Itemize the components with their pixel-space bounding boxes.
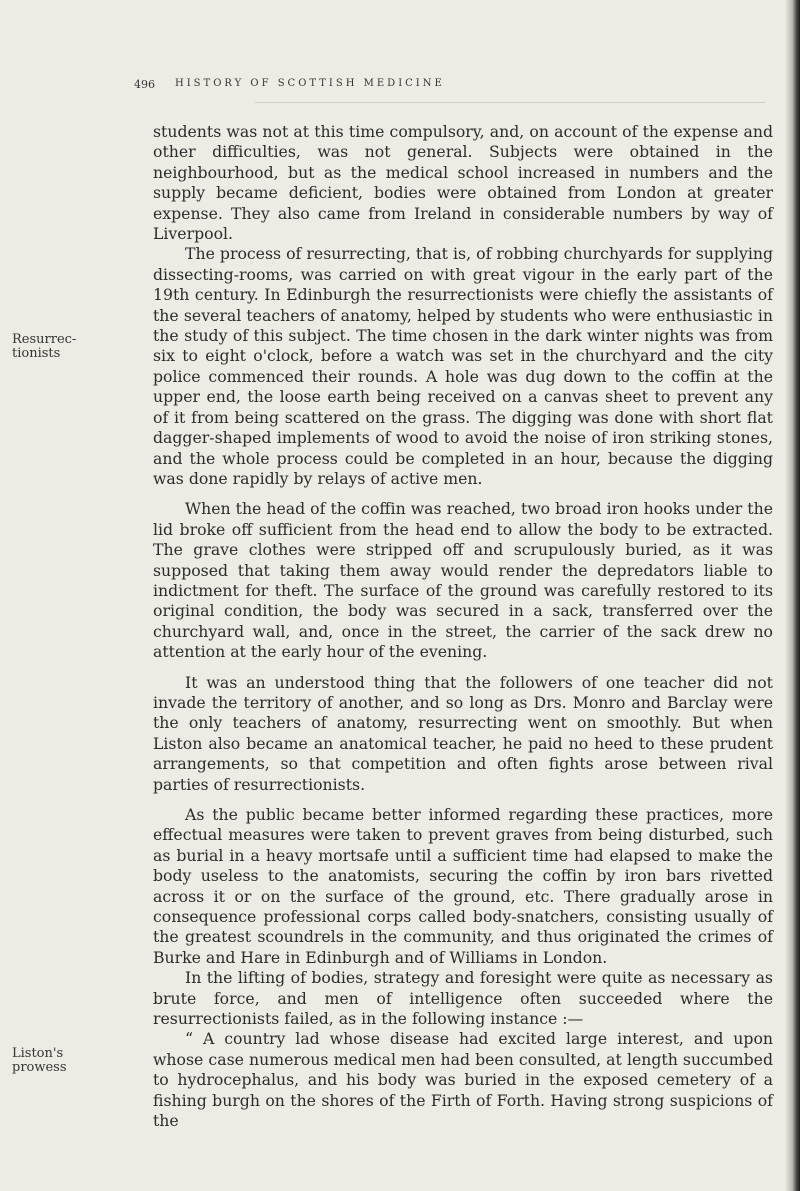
- margin-note-line: Resurrec-: [12, 332, 77, 347]
- header-rule: [255, 102, 765, 103]
- page-number: 496: [134, 78, 155, 91]
- page-edge-shadow: [786, 0, 800, 1191]
- body-text: [153, 122, 773, 1132]
- paragraph: As the public became better informed regarding these practices, more effectual measures were taken to prevent graves from being disturbed, such as burial in a heavy mortsafe until a sufficient time had elapsed to make the body useless to the anatomists, securing the coffin by iron bars rivetted across it or on the surface of the ground, etc. There gradually arose in consequence professional corps called body-snatchers, consisting usually of the greatest scoundrels in the community, and thus originated the crimes of Burke and Hare in Edinburgh and of Williams in London.: [153, 805, 773, 967]
- paragraph: When the head of the coffin was reached, two broad iron hooks under the lid broke off sufficient from the head end to allow the body to be extracted. The grave clothes were stripped off and scrupulously buried, as it was supposed that taking them away would render the depredators liable to indictment for theft. The surface of the ground was carefully restored to its original condition, the body was secured in a sack, transferred over the churchyard wall, and, once in the street, the carrier of the sack drew no attention at the early hour of the evening.: [153, 499, 773, 662]
- paragraph: In the lifting of bodies, strategy and foresight were quite as necessary as brute force, and men of intelligence often succeeded where the resurrectionists failed, as in the following instance :—: [153, 968, 773, 1029]
- margin-note-line: tionists: [12, 346, 61, 361]
- paragraph: The process of resurrecting, that is, of robbing churchyards for supplying dissecting-rooms, was carried on with great vigour in the early part of the 19th century. In Edinburgh the resurrectionists were chiefly the assistants of the several teachers of anatomy, helped by students who were enthusiastic in the study of this subject. The time chosen in the dark winter nights was from six to eight o'clock, before a watch was set in the churchyard and the city police commenced their rounds. A hole was dug down to the coffin at the upper end, the loose earth being received on a canvas sheet to prevent any of it from being scattered on the grass. The digging was done with short flat dagger-shaped implements of wood to avoid the noise of iron striking stones, and the whole process could be completed in an hour, because the digging was done rapidly by relays of active men.: [153, 244, 773, 488]
- running-title: HISTORY OF SCOTTISH MEDICINE: [175, 78, 445, 89]
- margin-note-listons-prowess: [12, 1047, 132, 1075]
- paragraph: It was an understood thing that the followers of one teacher did not invade the territory of another, and so long as Drs. Monro and Barclay were the only teachers of anatomy, resurrecting went on smoothly. But when Liston also became an anatomical teacher, he paid no heed to these prudent arrangements, so that competition and often fights arose between rival parties of resurrectionists.: [153, 672, 773, 794]
- margin-note-line: prowess: [12, 1060, 67, 1075]
- paragraph: “ A country lad whose disease had excited large interest, and upon whose case numerous medical men had been consulted, at length succumbed to hydrocephalus, and his body was buried in the exposed cemetery of a fishing burgh on the shores of the Firth of Forth. Having strong suspicions of the: [153, 1029, 773, 1131]
- margin-note-line: Liston's: [12, 1046, 64, 1061]
- paragraph: students was not at this time compulsory, and, on account of the expense and other difficulties, was not general. Subjects were obtained in the neighbourhood, but as the medical school increased in numbers and the supply became deficient, bodies were obtained from London at greater expense. They also came from Ireland in considerable numbers by way of Liverpool.: [153, 122, 773, 244]
- margin-note-resurrectionists: [12, 333, 132, 361]
